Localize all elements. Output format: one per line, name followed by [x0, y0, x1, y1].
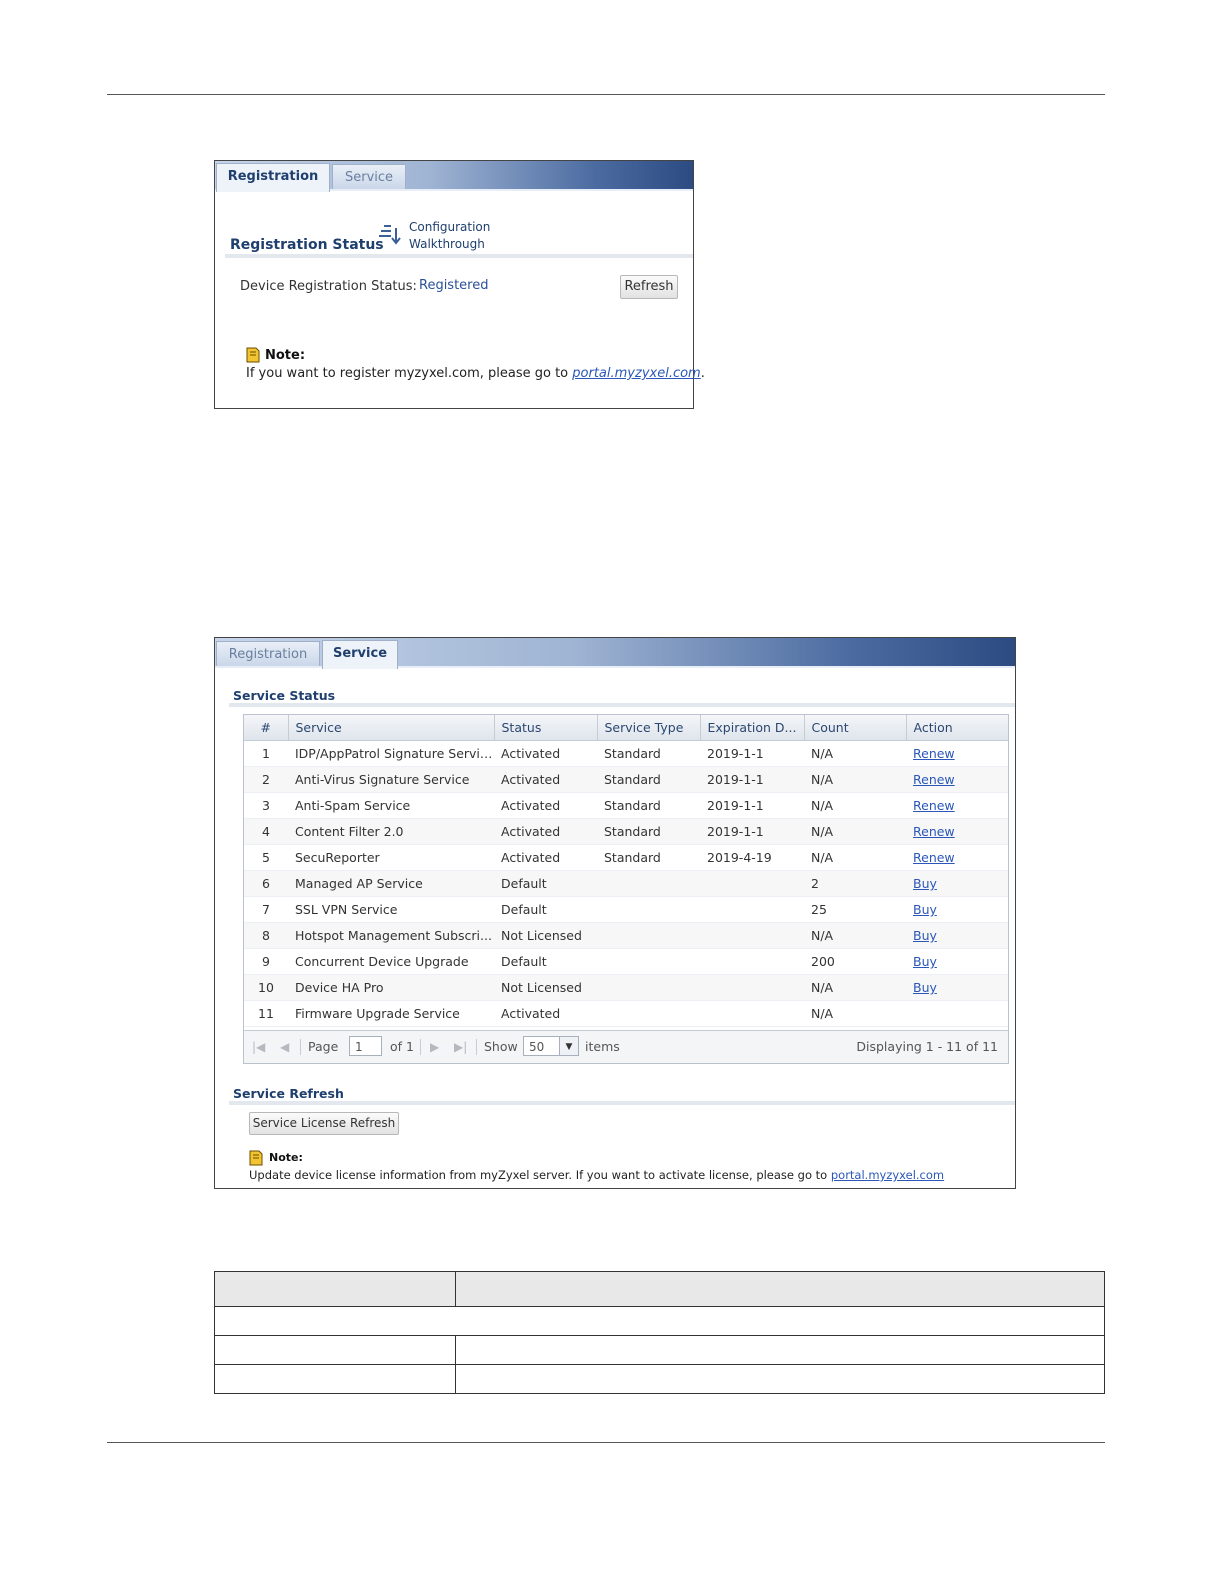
column-header-status[interactable]: Status: [494, 715, 597, 741]
column-header-service-type[interactable]: Service Type: [597, 715, 700, 741]
service-type: Standard: [597, 767, 700, 793]
service-count: 2: [804, 871, 906, 897]
expiration-date: 2019-1-1: [700, 793, 804, 819]
service-status: Default: [494, 871, 597, 897]
configuration-walkthrough-link[interactable]: [377, 219, 497, 255]
service-count: N/A: [804, 819, 906, 845]
service-type: [597, 949, 700, 975]
table-row[interactable]: [244, 845, 1008, 871]
table-row[interactable]: [244, 767, 1008, 793]
action-cell: [906, 975, 1008, 1001]
service-count: 25: [804, 897, 906, 923]
next-page-icon[interactable]: ▶: [430, 1040, 440, 1054]
portal-link[interactable]: portal.myzyxel.com: [572, 366, 701, 381]
expiration-date: 2019-4-19: [700, 845, 804, 871]
table-row[interactable]: [244, 741, 1008, 767]
pagination-bar: [244, 1030, 1008, 1063]
renew-link[interactable]: Renew: [913, 746, 955, 761]
column-header-action[interactable]: Action: [906, 715, 1008, 741]
renew-link[interactable]: Renew: [913, 798, 955, 813]
service-status-table: [243, 714, 1009, 1064]
service-status: Activated: [494, 845, 597, 871]
buy-link[interactable]: Buy: [913, 954, 937, 969]
service-name: Anti-Spam Service: [288, 793, 494, 819]
service-type: [597, 871, 700, 897]
table-row[interactable]: [244, 923, 1008, 949]
registration-status-label: Device Registration Status:: [240, 279, 417, 294]
tab-registration[interactable]: Registration: [216, 163, 330, 192]
service-status: Default: [494, 949, 597, 975]
footer-rule: [107, 1442, 1105, 1443]
page-size-select[interactable]: [523, 1036, 579, 1056]
service-name: Hotspot Management Subscri...: [288, 923, 494, 949]
service-status: Default: [494, 897, 597, 923]
note-period: .: [700, 366, 705, 381]
action-cell: [906, 923, 1008, 949]
row-number: 11: [244, 1001, 288, 1027]
label-cell: [215, 1365, 456, 1394]
service-status: Not Licensed: [494, 975, 597, 1001]
table-row: [215, 1365, 1105, 1394]
service-name: SSL VPN Service: [288, 897, 494, 923]
registration-status-value: Registered: [419, 278, 489, 293]
column-header-expiration[interactable]: Expiration D...: [700, 715, 804, 741]
service-status-title: Service Status: [233, 688, 336, 703]
portal-link[interactable]: portal.myzyxel.com: [830, 1168, 945, 1182]
column-header-service[interactable]: Service: [288, 715, 494, 741]
table-row[interactable]: [244, 975, 1008, 1001]
table-row[interactable]: [244, 1001, 1008, 1027]
section-title: Registration Status: [230, 237, 384, 253]
tab-bar: [215, 161, 693, 191]
service-type: Standard: [597, 845, 700, 871]
service-status: Not Licensed: [494, 923, 597, 949]
label-cell: [215, 1336, 456, 1365]
service-type: [597, 897, 700, 923]
service-count: 200: [804, 949, 906, 975]
column-header-number[interactable]: #: [244, 715, 288, 741]
page-label: Page: [308, 1039, 339, 1054]
last-page-icon[interactable]: ▶|: [454, 1040, 468, 1054]
table-row: [215, 1336, 1105, 1365]
row-number: 10: [244, 975, 288, 1001]
service-type: Standard: [597, 819, 700, 845]
row-number: 5: [244, 845, 288, 871]
expiration-date: [700, 897, 804, 923]
expiration-date: 2019-1-1: [700, 767, 804, 793]
service-panel: [214, 637, 1016, 1189]
service-status: Activated: [494, 1001, 597, 1027]
service-refresh-title: Service Refresh: [233, 1086, 344, 1101]
expiration-date: [700, 871, 804, 897]
expiration-date: [700, 949, 804, 975]
table-row[interactable]: [244, 949, 1008, 975]
service-status: Activated: [494, 741, 597, 767]
header-rule: [107, 94, 1105, 95]
buy-link[interactable]: Buy: [913, 980, 937, 995]
note-icon: [249, 1150, 263, 1166]
row-number: 4: [244, 819, 288, 845]
renew-link[interactable]: Renew: [913, 824, 955, 839]
service-count: N/A: [804, 975, 906, 1001]
expiration-date: [700, 923, 804, 949]
row-number: 6: [244, 871, 288, 897]
page-number-input[interactable]: 1: [349, 1036, 382, 1056]
service-name: Firmware Upgrade Service: [288, 1001, 494, 1027]
action-cell: [906, 871, 1008, 897]
note-text-body: Update device license information from myZyxel server. If you want to activate license, please go to: [249, 1168, 828, 1182]
buy-link[interactable]: Buy: [913, 876, 937, 891]
displaying-count: Displaying 1 - 11 of 11: [856, 1039, 998, 1054]
action-cell: [906, 819, 1008, 845]
action-cell: [906, 845, 1008, 871]
service-count: N/A: [804, 741, 906, 767]
note-title: Note:: [265, 348, 306, 363]
expiration-date: [700, 1001, 804, 1027]
service-name: IDP/AppPatrol Signature Service: [288, 741, 494, 767]
service-status: Activated: [494, 793, 597, 819]
section-row-cell: [215, 1307, 1105, 1336]
pager-separator: [420, 1039, 421, 1055]
table-row[interactable]: [244, 897, 1008, 923]
service-count: N/A: [804, 1001, 906, 1027]
service-name: Concurrent Device Upgrade: [288, 949, 494, 975]
walkthrough-label-1: Configuration: [409, 220, 491, 234]
table-header-row: [244, 715, 1008, 741]
service-name: Content Filter 2.0: [288, 819, 494, 845]
tab-registration[interactable]: Registration: [216, 641, 320, 668]
service-status: Activated: [494, 819, 597, 845]
row-number: 9: [244, 949, 288, 975]
prev-page-icon[interactable]: ◀: [280, 1040, 290, 1054]
action-cell: [906, 1001, 1008, 1027]
service-count: N/A: [804, 767, 906, 793]
service-count: N/A: [804, 793, 906, 819]
action-cell: [906, 793, 1008, 819]
section-divider: [225, 254, 693, 258]
service-count: N/A: [804, 845, 906, 871]
buy-link[interactable]: Buy: [913, 928, 937, 943]
service-type: [597, 923, 700, 949]
note-text: [249, 1168, 944, 1182]
page-count-label: of 1: [390, 1039, 414, 1054]
service-type: Standard: [597, 741, 700, 767]
table-header-row: [215, 1272, 1105, 1307]
items-label: items: [585, 1039, 620, 1054]
service-name: Device HA Pro: [288, 975, 494, 1001]
note-title: Note:: [269, 1151, 303, 1164]
action-cell: [906, 949, 1008, 975]
row-number: 8: [244, 923, 288, 949]
note-icon: [246, 347, 260, 363]
renew-link[interactable]: Renew: [913, 772, 955, 787]
section-divider: [229, 703, 1015, 707]
pager-separator: [476, 1039, 477, 1055]
section-divider: [229, 1101, 1015, 1105]
expiration-date: 2019-1-1: [700, 741, 804, 767]
tab-service[interactable]: Service: [332, 164, 406, 191]
description-cell: [456, 1365, 1105, 1394]
field-description-table: [214, 1271, 1105, 1394]
header-cell-description: [456, 1272, 1105, 1307]
tab-bar: [215, 638, 1015, 668]
first-page-icon[interactable]: |◀: [252, 1040, 266, 1054]
service-name: SecuReporter: [288, 845, 494, 871]
action-cell: [906, 897, 1008, 923]
note-text: [246, 366, 705, 381]
page-size-value: 50: [529, 1040, 545, 1054]
table-row[interactable]: [244, 871, 1008, 897]
service-type: [597, 1001, 700, 1027]
row-number: 1: [244, 741, 288, 767]
header-cell-label: [215, 1272, 456, 1307]
row-number: 2: [244, 767, 288, 793]
chevron-down-icon[interactable]: ▼: [559, 1037, 578, 1055]
action-cell: [906, 741, 1008, 767]
service-license-refresh-button[interactable]: Service License Refresh: [249, 1112, 399, 1135]
service-status: Activated: [494, 767, 597, 793]
column-header-count[interactable]: Count: [804, 715, 906, 741]
note-text-body: If you want to register myzyxel.com, please go to: [246, 366, 569, 381]
service-name: Managed AP Service: [288, 871, 494, 897]
table-row[interactable]: [244, 793, 1008, 819]
row-number: 3: [244, 793, 288, 819]
service-type: Standard: [597, 793, 700, 819]
action-cell: [906, 767, 1008, 793]
refresh-button[interactable]: Refresh: [620, 275, 678, 299]
show-label: Show: [484, 1039, 518, 1054]
walkthrough-label-2: Walkthrough: [409, 237, 485, 251]
service-count: N/A: [804, 923, 906, 949]
renew-link[interactable]: Renew: [913, 850, 955, 865]
table-row[interactable]: [244, 819, 1008, 845]
expiration-date: 2019-1-1: [700, 819, 804, 845]
tab-service[interactable]: Service: [322, 640, 398, 669]
description-cell: [456, 1336, 1105, 1365]
service-type: [597, 975, 700, 1001]
service-name: Anti-Virus Signature Service: [288, 767, 494, 793]
expiration-date: [700, 975, 804, 1001]
pager-separator: [300, 1039, 301, 1055]
buy-link[interactable]: Buy: [913, 902, 937, 917]
row-number: 7: [244, 897, 288, 923]
registration-panel: [214, 160, 705, 409]
table-row: [215, 1307, 1105, 1336]
walkthrough-icon: [377, 222, 403, 246]
